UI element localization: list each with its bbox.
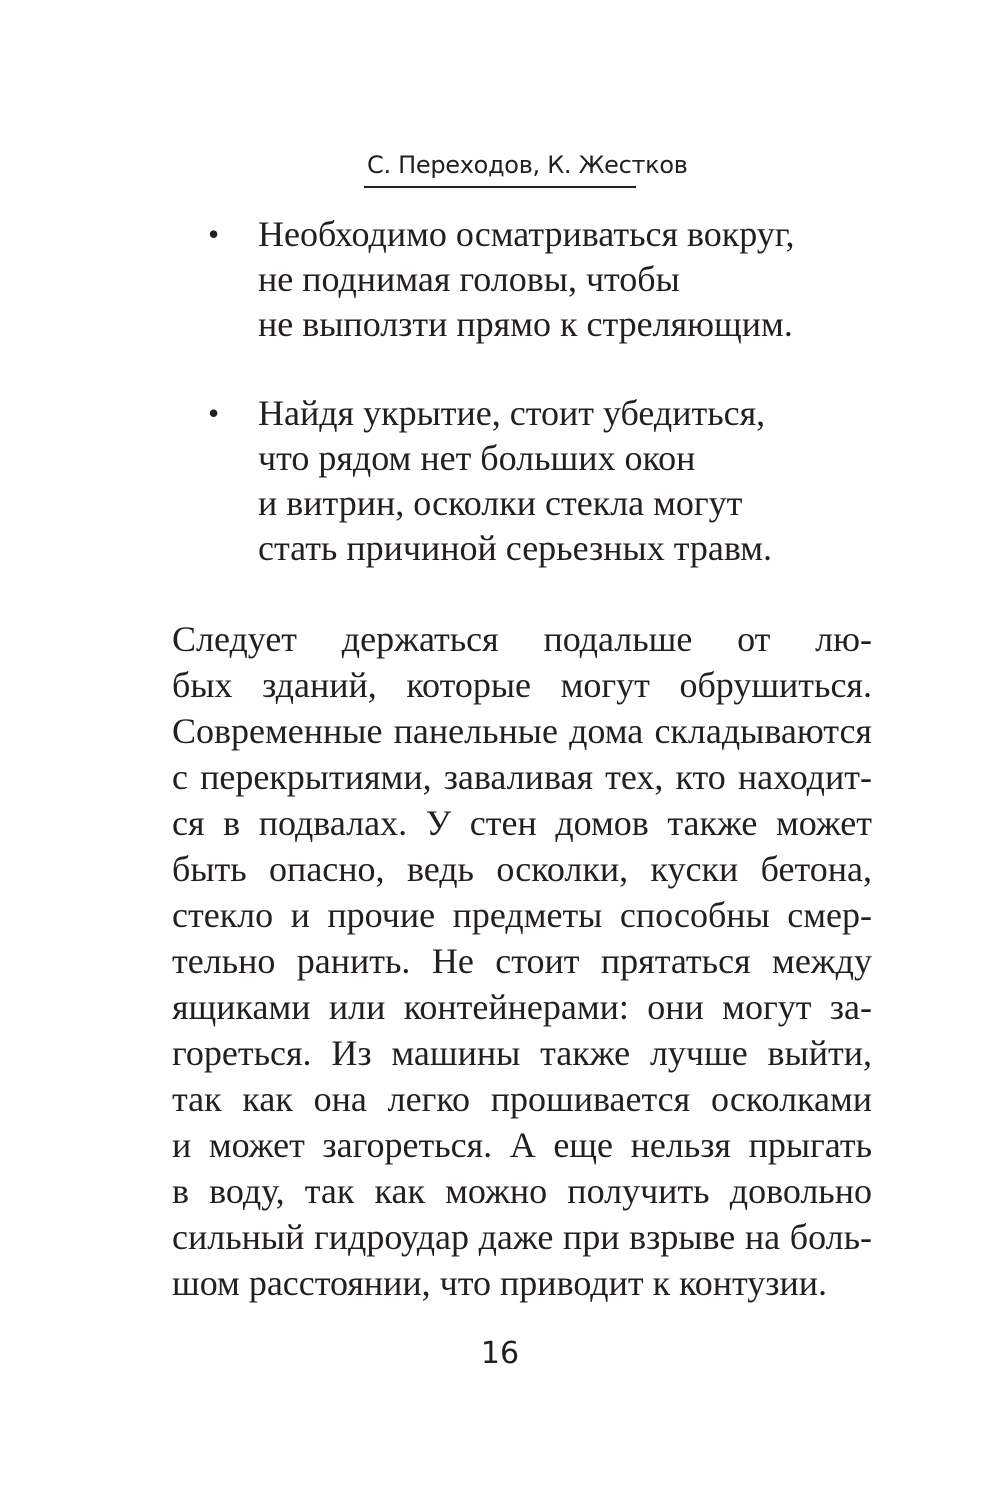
- paragraph-line: ящиками или контейнерами: они могут за-: [172, 987, 872, 1027]
- running-header-authors: С. Переходов, К. Жестков: [367, 151, 688, 179]
- page-number: 16: [480, 1336, 520, 1371]
- paragraph-line: быть опасно, ведь осколки, куски бетона,: [172, 849, 872, 889]
- bullet-mark: •: [208, 395, 220, 431]
- header-rule: [364, 186, 636, 188]
- paragraph-line: так как она легко прошивается осколками: [172, 1079, 872, 1119]
- paragraph-line: и может загореться. А еще нельзя прыгать: [172, 1125, 872, 1165]
- paragraph-line: сильный гидроудар даже при взрыве на боль-: [172, 1217, 872, 1257]
- paragraph-line: шом расстоянии, что приводит к контузии.: [172, 1263, 828, 1303]
- paragraph-line: Современные панельные дома складываются: [172, 711, 872, 751]
- bullet-mark: •: [208, 216, 220, 252]
- bullet-text: [258, 212, 1000, 347]
- paragraph-line: Следует держаться подальше от лю-: [172, 619, 872, 659]
- bullet-item: [0, 391, 1000, 571]
- bullet-line: что рядом нет больших окон: [258, 438, 696, 478]
- paragraph-line: с перекрытиями, заваливая тех, кто находит-: [172, 757, 872, 797]
- bullet-text: [258, 391, 1000, 571]
- bullet-line: Необходимо осматриваться вокруг,: [258, 214, 795, 254]
- bullet-line: Найдя укрытие, стоит убедиться,: [258, 393, 766, 433]
- paragraph-line: тельно ранить. Не стоит прятаться между: [172, 941, 872, 981]
- bullet-line: не поднимая головы, чтобы: [258, 259, 680, 299]
- paragraph-line: бых зданий, которые могут обрушиться.: [172, 665, 872, 705]
- bullet-list: [0, 212, 1000, 615]
- paragraph-line: в воду, так как можно получить довольно: [172, 1171, 872, 1211]
- bullet-line: и витрин, осколки стекла могут: [258, 483, 743, 523]
- paragraph-line: гореться. Из машины также лучше выйти,: [172, 1033, 872, 1073]
- bullet-line: не выползти прямо к стреляющим.: [258, 304, 793, 344]
- paragraph-line: ся в подвалах. У стен домов также может: [172, 803, 872, 843]
- bullet-item: [0, 212, 1000, 347]
- body-paragraph: [172, 616, 872, 1306]
- bullet-line: стать причиной серьезных травм.: [258, 528, 773, 568]
- paragraph-line: стекло и прочие предметы способны смер-: [172, 895, 872, 935]
